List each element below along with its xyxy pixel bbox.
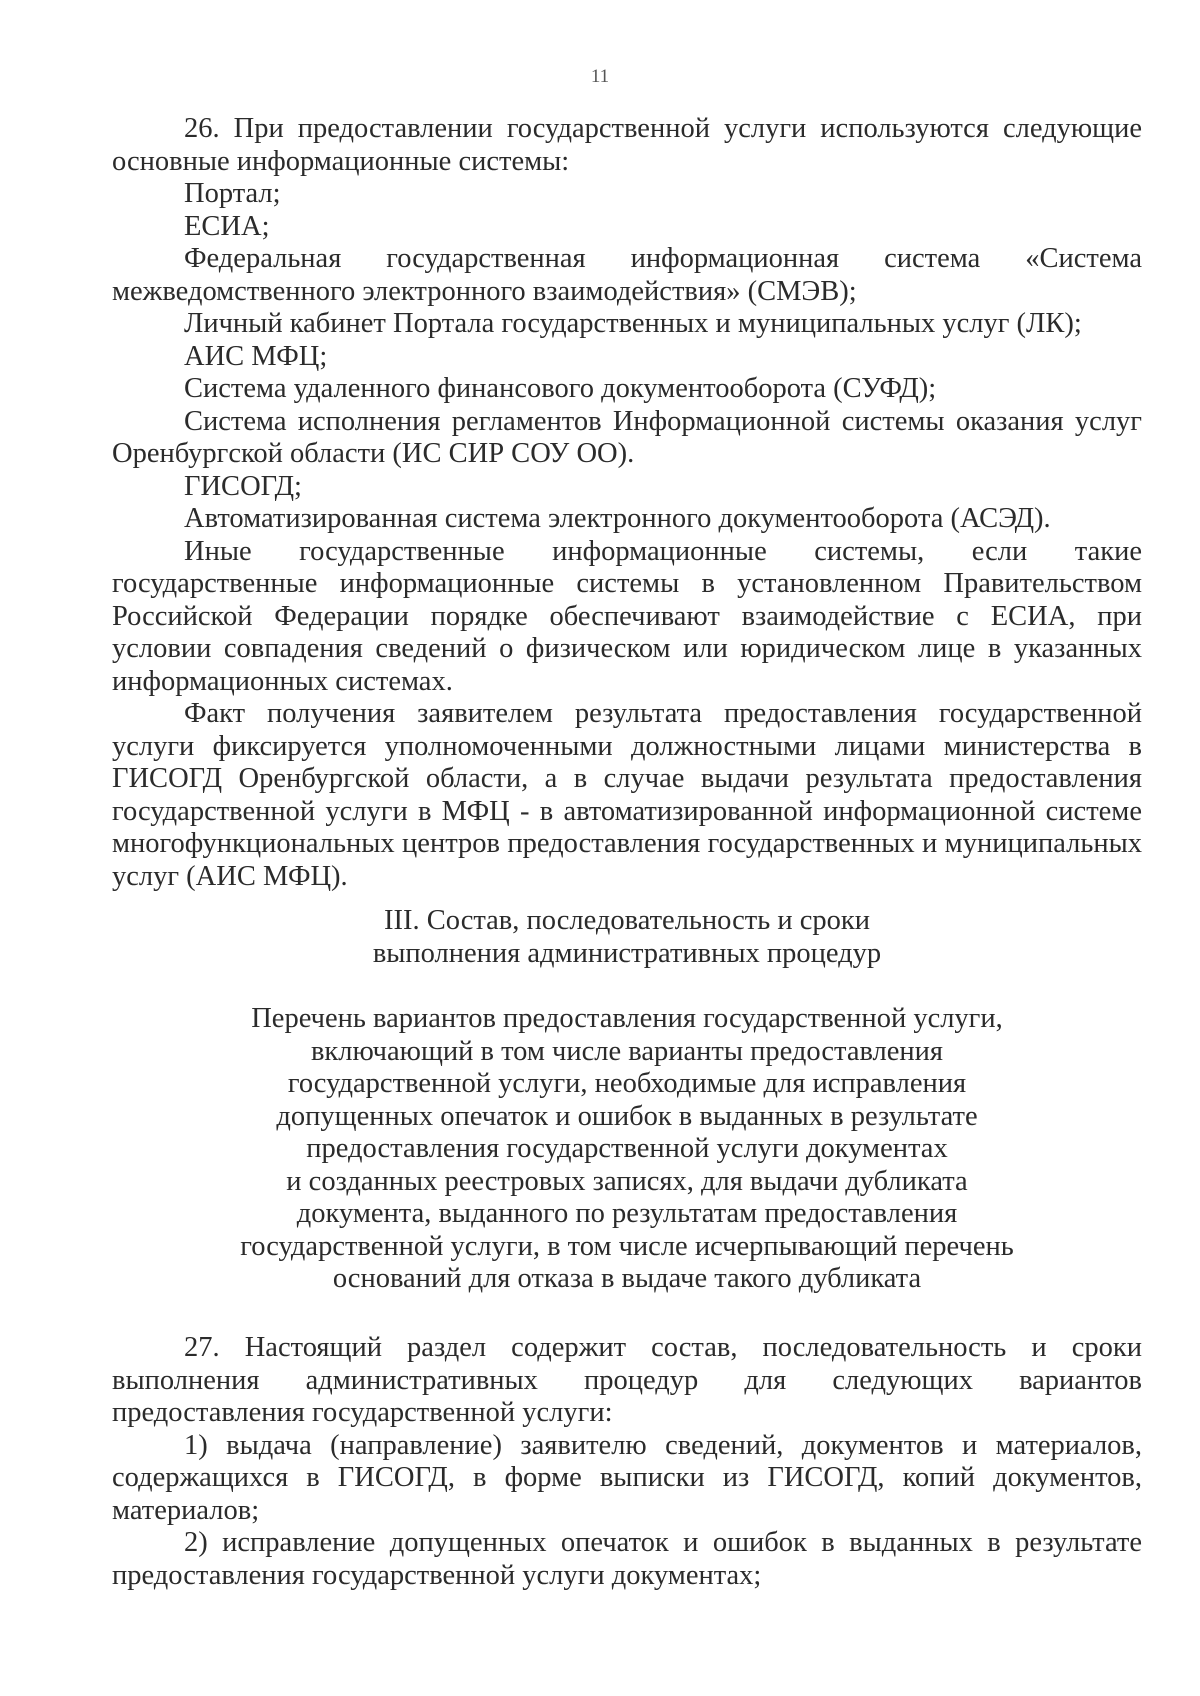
section-heading-line: выполнения административных процедур (372, 937, 882, 969)
paragraph: АИС МФЦ; (184, 340, 328, 372)
paragraph: ЕСИА; (184, 210, 270, 242)
sub-heading-line: Перечень вариантов предоставления государственной услуги, (251, 1003, 1003, 1034)
paragraph: 1) выдача (направление) заявителю сведений, документов и материалов, содержащихся в ГИСОГД, в форме выписки из ГИСОГД, копий документов, материалов; (112, 1429, 1142, 1526)
paragraph: 2) исправление допущенных опечаток и ошибок в выданных в результате предоставления государственной услуги документах; (112, 1527, 1142, 1591)
sub-heading-line: государственной услуги, необходимые для исправления (287, 1068, 967, 1099)
sub-heading-line: документа, выданного по результатам предоставления (296, 1198, 958, 1229)
sub-heading-line: допущенных опечаток и ошибок в выданных в результате (276, 1100, 978, 1132)
section-heading-line: III. Состав, последовательность и сроки (384, 905, 870, 936)
sub-heading-line: оснований для отказа в выдаче такого дубликата (332, 1263, 922, 1294)
paragraph: Личный кабинет Портала государственных и муниципальных услуг (ЛК); (184, 308, 1082, 339)
paragraph: Система удаленного финансового документооборота (СУФД); (184, 373, 937, 404)
sub-heading-line: включающий в том числе варианты предоставления (310, 1035, 944, 1067)
paragraph: Система исполнения регламентов Информационной системы оказания услуг Оренбургской области (ИС СИР СОУ ОО). (112, 405, 1142, 469)
sub-heading (112, 1003, 1142, 1296)
section-heading (112, 905, 1142, 970)
paragraph: Федеральная государственная информационная система «Система межведомственного электронного взаимодействия» (СМЭВ); (112, 243, 1142, 307)
sub-heading-line: и созданных реестровых записях, для выдачи дубликата (286, 1165, 968, 1197)
paragraph: Иные государственные информационные системы, если такие государственные информационные системы в установленном Правительством Российской Федерации порядке обеспечивают взаимодействие с ЕСИА, при условии совпадения сведений о физическом или юридическом лице в указанных информационных системах. (112, 535, 1142, 697)
page-number: 11 (590, 66, 610, 87)
body-text-top (112, 113, 1142, 893)
body-text-bottom (112, 1332, 1142, 1592)
paragraph: ГИСОГД; (184, 470, 302, 502)
paragraph: 26. При предоставлении государственной услуги используются следующие основные информационные системы: (112, 113, 1142, 177)
sub-heading-line: предоставления государственной услуги документах (306, 1133, 948, 1164)
paragraph: 27. Настоящий раздел содержит состав, последовательность и сроки выполнения административных процедур для следующих вариантов предоставления государственной услуги: (112, 1332, 1142, 1428)
paragraph: Факт получения заявителем результата предоставления государственной услуги фиксируется уполномоченными должностными лицами министерства в ГИСОГД Оренбургской области, а в случае выдачи результата предоставления государственной услуги в МФЦ - в автоматизированной информационной системе многофункциональных центров предоставления государственных и муниципальных услуг (АИС МФЦ). (112, 698, 1142, 892)
paragraph: Автоматизированная система электронного документооборота (АСЭД). (184, 503, 1051, 534)
sub-heading-line: государственной услуги, в том числе исчерпывающий перечень (240, 1230, 1014, 1262)
paragraph: Портал; (184, 178, 281, 209)
